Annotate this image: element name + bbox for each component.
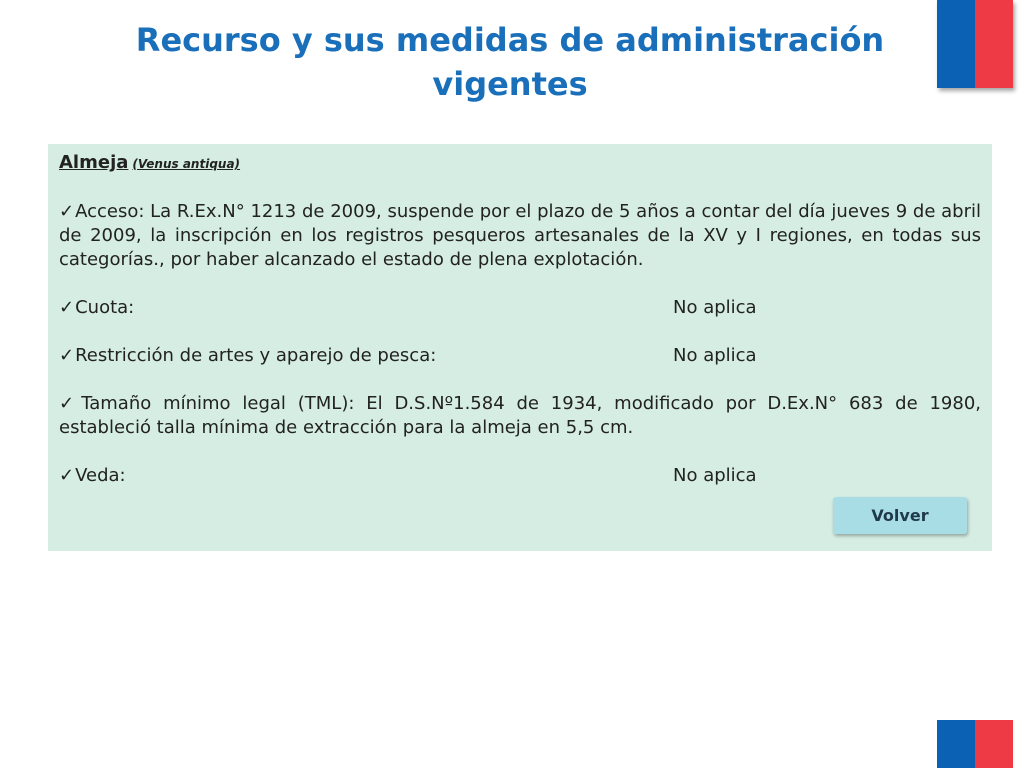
flag-blue-band <box>937 0 975 88</box>
species-heading <box>59 151 981 176</box>
chile-flag-logo <box>937 0 1013 88</box>
species-common-name: Almeja <box>59 152 129 173</box>
item-tml <box>59 392 981 440</box>
checkmark-icon: ✓ <box>59 345 75 366</box>
cuota-value: No aplica <box>673 297 757 318</box>
flag-blue-band <box>937 720 975 768</box>
restriccion-value: No aplica <box>673 345 757 366</box>
checkmark-icon: ✓ <box>59 393 81 414</box>
page-title: Recurso y sus medidas de administración vigentes <box>135 21 885 103</box>
restriccion-label: Restricción de artes y aparejo de pesca: <box>75 345 437 366</box>
flag-red-band <box>975 720 1013 768</box>
item-restriccion <box>59 344 981 368</box>
cuota-label: Cuota: <box>75 297 135 318</box>
checkmark-icon: ✓ <box>59 465 75 486</box>
item-cuota <box>59 296 981 320</box>
veda-label: Veda: <box>75 465 126 486</box>
item-veda <box>59 464 981 488</box>
chile-flag-logo-bottom <box>937 720 1013 768</box>
resource-info-panel <box>48 144 992 551</box>
flag-red-band <box>975 0 1013 88</box>
species-scientific-name: (Venus antiqua) <box>132 157 241 171</box>
checkmark-icon: ✓ <box>59 297 75 318</box>
volver-button[interactable]: Volver <box>833 497 967 534</box>
checkmark-icon: ✓ <box>59 201 75 222</box>
acceso-text: Acceso: La R.Ex.N° 1213 de 2009, suspende por el plazo de 5 años a contar del día jueves 9 de abril de 2009, la inscripción en los registros pesqueros artesanales de la XV y I regiones, en todas sus categorías., por haber alcanzado el estado de plena explotación. <box>59 201 981 270</box>
veda-value: No aplica <box>673 465 757 486</box>
tml-text: Tamaño mínimo legal (TML): El D.S.Nº1.584 de 1934, modificado por D.Ex.N° 683 de 1980, estableció talla mínima de extracción para la almeja en 5,5 cm. <box>59 393 982 438</box>
item-acceso <box>59 200 981 272</box>
